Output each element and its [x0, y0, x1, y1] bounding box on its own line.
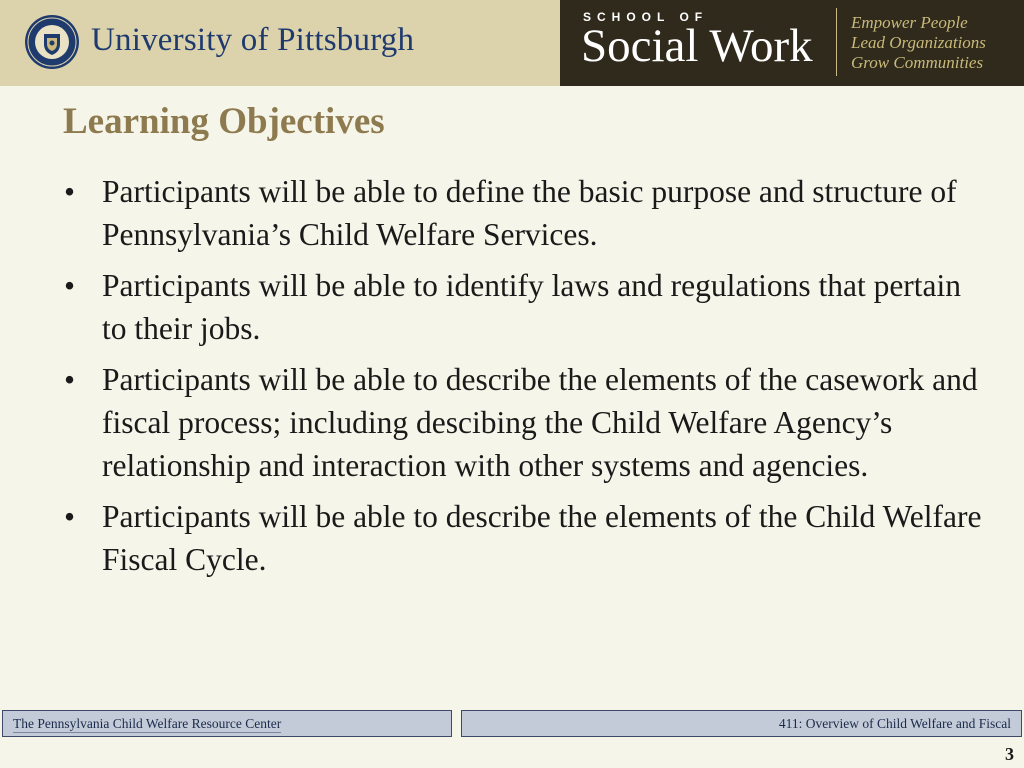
objective-item	[60, 358, 990, 487]
page-number: 3	[1005, 744, 1014, 764]
university-seal-icon	[24, 14, 80, 70]
bullet-icon: •	[64, 499, 76, 534]
bullet-icon: •	[64, 268, 76, 303]
slide-header	[0, 0, 1024, 86]
footer-organization-box	[2, 710, 452, 737]
objectives-list	[60, 170, 990, 589]
school-name: Social Work	[581, 20, 813, 72]
objective-item	[60, 170, 990, 256]
tagline-line: Grow Communities	[851, 53, 984, 72]
tagline-line: Empower People	[851, 13, 968, 32]
school-of-label: SCHOOL OF	[583, 10, 709, 24]
slide-title: Learning Objectives	[63, 101, 385, 142]
objective-item	[60, 495, 990, 581]
bullet-icon: •	[64, 174, 76, 209]
university-banner	[0, 0, 560, 86]
footer-course-title: 411: Overview of Child Welfare and Fiscal	[778, 716, 1011, 731]
footer-organization: The Pennsylvania Child Welfare Resource Center	[13, 716, 282, 731]
footer-course-box	[461, 710, 1022, 737]
banner-divider	[836, 8, 837, 76]
objective-text: Participants will be able to define the basic purpose and structure of Pennsylvania’s Child Welfare Services.	[102, 174, 957, 252]
tagline-line: Lead Organizations	[851, 33, 986, 52]
school-tagline	[851, 13, 986, 73]
university-name: University of Pittsburgh	[91, 22, 415, 58]
bullet-icon: •	[64, 362, 76, 397]
objective-text: Participants will be able to identify laws and regulations that pertain to their jobs.	[102, 268, 962, 346]
objective-text: Participants will be able to describe the elements of the casework and fiscal process; including descibing the Child Welfare Agency’s relationship and interaction with other systems and agencies.	[102, 362, 978, 483]
objective-item	[60, 264, 990, 350]
objective-text: Participants will be able to describe the elements of the Child Welfare Fiscal Cycle.	[102, 499, 982, 577]
